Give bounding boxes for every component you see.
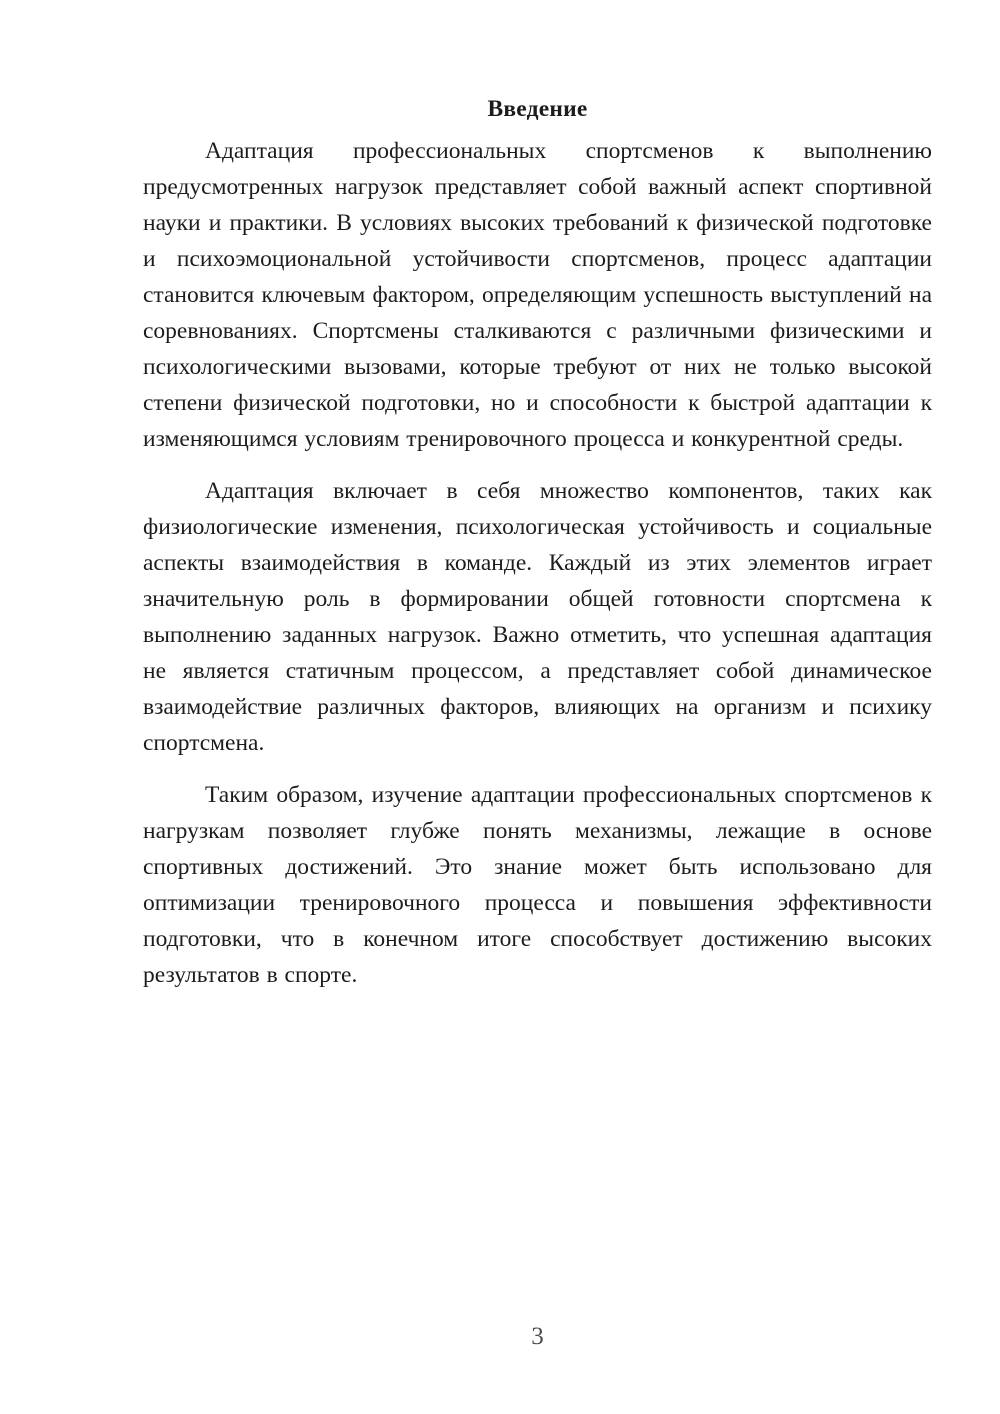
page-number: 3 [531,1323,544,1350]
paragraph-1: Адаптация профессиональных спортсменов к выполнению предусмотренных нагрузок представляет собой важный аспект спортивной науки и практики. В условиях высоких требований к физической подготовке и психоэмоциональной устойчивости спортсменов, процесс адаптации становится ключевым фактором, определяющим успешность выступлений на соревнованиях. Спортсмены сталкиваются с различными физическими и психологическими вызовами, которые требуют от них не только высокой степени физической подготовки, но и способности к быстрой адаптации к изменяющимся условиям тренировочного процесса и конкурентной среды. [143,138,932,452]
paragraph-3: Таким образом, изучение адаптации профессиональных спортсменов к нагрузкам позволяет глубже понять механизмы, лежащие в основе спортивных достижений. Это знание может быть использовано для оптимизации тренировочного процесса и повышения эффективности подготовки, что в конечном итоге способствует достижению высоких результатов в спорте. [143,782,932,988]
page-title: Введение [487,96,588,122]
document-page [143,0,932,1414]
paragraph-2: Адаптация включает в себя множество компонентов, таких как физиологические изменения, психологическая устойчивость и социальные аспекты взаимодействия в команде. Каждый из этих элементов играет значительную роль в формировании общей готовности спортсмена к выполнению заданных нагрузок. Важно отметить, что успешная адаптация не является статичным процессом, а представляет собой динамическое взаимодействие различных факторов, влияющих на организм и психику спортсмена. [143,478,932,756]
